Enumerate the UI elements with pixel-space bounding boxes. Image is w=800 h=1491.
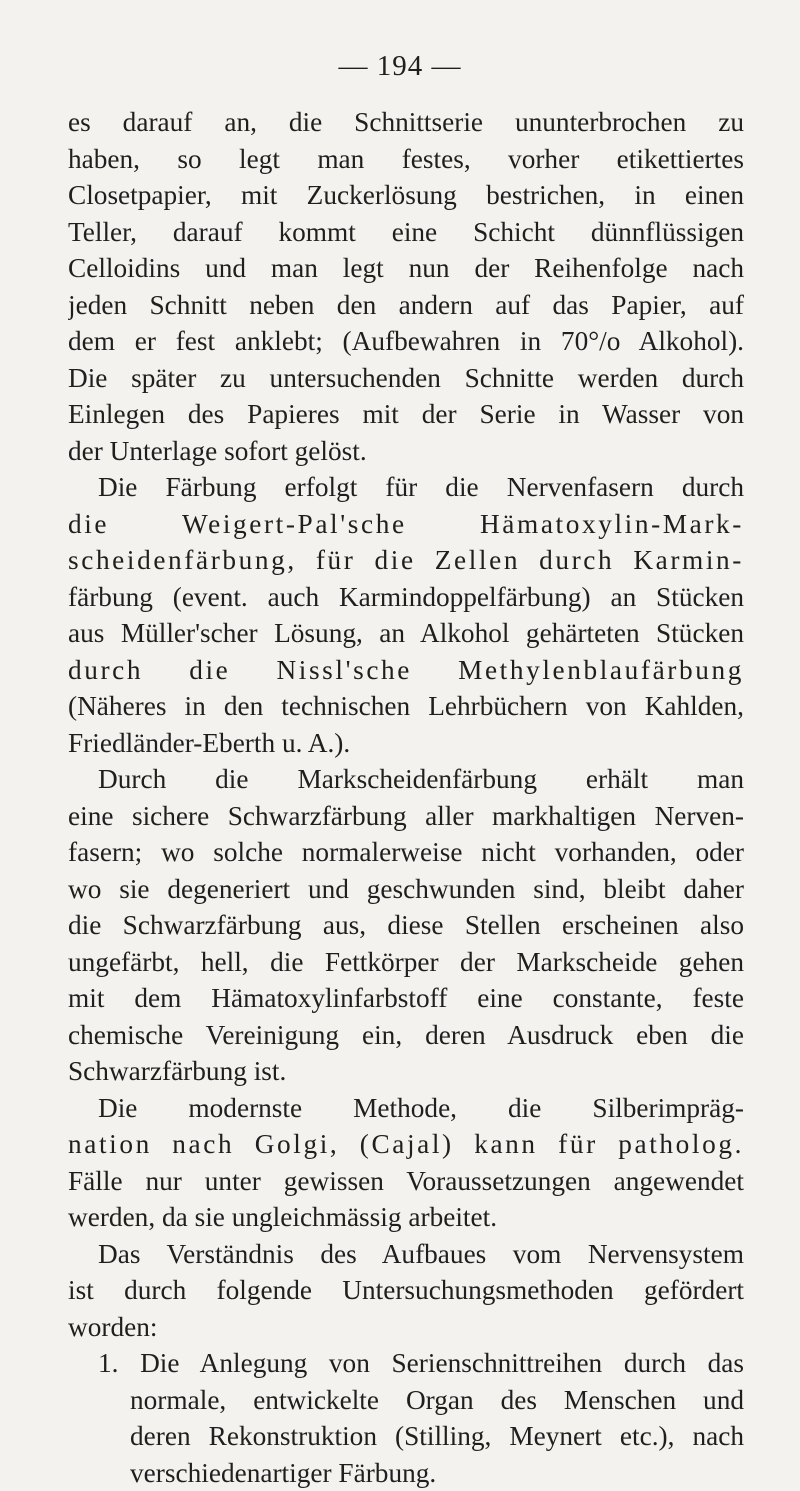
text-line: nation nach Golgi, (Cajal) kann für patholog. [68, 1126, 744, 1163]
text-line: verschiedenartiger Färbung. [68, 1455, 744, 1491]
body-text [68, 104, 744, 1491]
text-line: es darauf an, die Schnittserie ununterbrochen zu [68, 104, 744, 141]
text-line: Friedländer-Eberth u. A.). [68, 725, 744, 762]
text-line: scheidenfärbung, für die Zellen durch Karmin- [68, 542, 744, 579]
text-line: Die modernste Methode, die Silberimpräg- [68, 1090, 744, 1127]
text-line: Das Verständnis des Aufbaues vom Nervensystem [68, 1236, 744, 1273]
text-line: worden: [68, 1309, 744, 1346]
text-line: Closetpapier, mit Zuckerlösung bestrichen, in einen [68, 177, 744, 214]
text-line: wo sie degeneriert und geschwunden sind, bleibt daher [68, 871, 744, 908]
text-line: deren Rekonstruktion (Stilling, Meynert etc.), nach [68, 1418, 744, 1455]
text-line: jeden Schnitt neben den andern auf das Papier, auf [68, 287, 744, 324]
text-line: normale, entwickelte Organ des Menschen und [68, 1382, 744, 1419]
text-line: durch die Nissl'sche Methylenblaufärbung [68, 652, 744, 689]
text-line: aus Müller'scher Lösung, an Alkohol gehärteten Stücken [68, 615, 744, 652]
text-line: die Schwarzfärbung aus, diese Stellen erscheinen also [68, 907, 744, 944]
text-line: mit dem Hämatoxylinfarbstoff eine constante, feste [68, 980, 744, 1017]
text-line: der Unterlage sofort gelöst. [68, 433, 744, 470]
text-line: haben, so legt man festes, vorher etikettiertes [68, 141, 744, 178]
text-line: ist durch folgende Untersuchungsmethoden gefördert [68, 1272, 744, 1309]
text-line: Teller, darauf kommt eine Schicht dünnflüssigen [68, 214, 744, 251]
text-line: ungefärbt, hell, die Fettkörper der Markscheide gehen [68, 944, 744, 981]
text-line: chemische Vereinigung ein, deren Ausdruck eben die [68, 1017, 744, 1054]
text-line: Celloidins und man legt nun der Reihenfolge nach [68, 250, 744, 287]
text-line: fasern; wo solche normalerweise nicht vorhanden, oder [68, 834, 744, 871]
text-line: eine sichere Schwarzfärbung aller markhaltigen Nerven- [68, 798, 744, 835]
text-line: Einlegen des Papieres mit der Serie in Wasser von [68, 396, 744, 433]
page-number: — 194 — [0, 50, 800, 83]
text-line: Schwarzfärbung ist. [68, 1053, 744, 1090]
text-line: Durch die Markscheidenfärbung erhält man [68, 761, 744, 798]
text-line: werden, da sie ungleichmässig arbeitet. [68, 1199, 744, 1236]
text-line: Die Färbung erfolgt für die Nervenfasern durch [68, 469, 744, 506]
text-line: dem er fest anklebt; (Aufbewahren in 70°/o Alkohol). [68, 323, 744, 360]
text-line: die Weigert-Pal'sche Hämatoxylin-Mark- [68, 506, 744, 543]
text-line: färbung (event. auch Karmindoppelfärbung) an Stücken [68, 579, 744, 616]
text-line: Fälle nur unter gewissen Voraussetzungen angewendet [68, 1163, 744, 1200]
text-line: 1. Die Anlegung von Serienschnittreihen durch das [68, 1345, 744, 1382]
text-line: (Näheres in den technischen Lehrbüchern von Kahlden, [68, 688, 744, 725]
text-line: Die später zu untersuchenden Schnitte werden durch [68, 360, 744, 397]
